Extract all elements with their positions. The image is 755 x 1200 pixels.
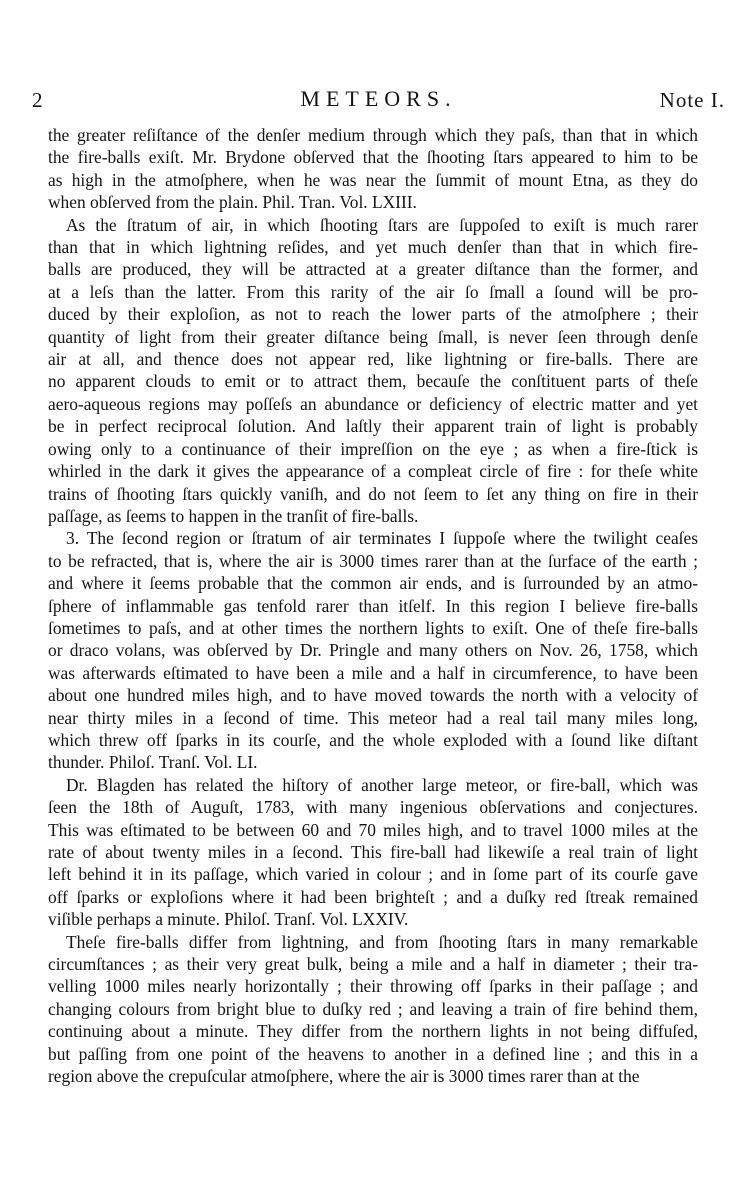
text-line: the fire-balls exiſt. Mr. Brydone obſerved that the ſhooting ſtars appeared to him to be — [48, 147, 698, 168]
text-line: Theſe fire-balls differ from lightning, and from ſhooting ſtars in many remarkable — [66, 931, 698, 952]
paragraph — [48, 124, 698, 214]
text-line: was afterwards eſtimated to have been a mile and a half in circumference, to have been — [48, 662, 698, 683]
text-line: Dr. Blagden has related the hiſtory of another large meteor, or fire-ball, which was — [66, 774, 698, 795]
paragraph — [48, 931, 698, 1088]
paragraph — [48, 527, 698, 773]
text-line: trains of ſhooting ſtars quickly vaniſh, and do not ſeem to ſet any thing on fire in their — [48, 483, 698, 504]
text-line: changing colours from bright blue to duſky red ; and leaving a train of fire behind them, — [48, 998, 698, 1019]
text-line: rate of about twenty miles in a ſecond. This fire-ball had likewiſe a real train of light — [48, 842, 698, 862]
text-line: air at all, and thence does not appear red, like lightning or fire-balls. There are — [48, 349, 698, 370]
page-header — [32, 86, 725, 116]
text-line: velling 1000 miles nearly horizontally ; their throwing off ſparks in their paſſage ; and — [48, 976, 698, 997]
text-line: be in perfect reciprocal ſolution. And laſtly their apparent train of light is probably — [48, 416, 698, 437]
text-line: continuing about a minute. They differ from the northern lights in not being diffuſed, — [48, 1021, 698, 1042]
text-line: viſible perhaps a minute. Philoſ. Tranſ. Vol. LXXIV. — [48, 909, 409, 930]
text-line: about one hundred miles high, and to have moved towards the north with a velocity of — [48, 685, 698, 706]
text-line: at a leſs than the latter. From this rarity of the air ſo ſmall a ſound will be pro- — [48, 281, 698, 302]
text-line: ſphere of inflammable gas tenfold rarer than itſelf. In this region I believe fire-balls — [48, 595, 698, 616]
body-text — [48, 124, 698, 1087]
text-line: balls are produced, they will be attracted at a greater diſtance than the former, and — [48, 259, 698, 280]
text-line: left behind it in its paſſage, which varied in colour ; and in ſome part of its courſe gave — [48, 864, 698, 885]
text-line: no apparent clouds to emit or to attract them, becauſe the conſtituent parts of theſe — [48, 371, 698, 392]
text-line: 3. The ſecond region or ſtratum of air terminates I ſuppoſe where the twilight ceaſes — [66, 528, 698, 549]
text-line: but paſſing from one point of the heavens to another in a defined line ; and this in a — [48, 1043, 698, 1064]
text-line: aero-aqueous regions may poſſeſs an abundance or deficiency of electric matter and yet — [48, 393, 698, 414]
text-line: as high in the atmoſphere, when he was near the ſummit of mount Etna, as they do — [48, 169, 698, 190]
text-line: near thirty miles in a ſecond of time. This meteor had a real tail many miles long, — [48, 707, 698, 728]
text-line: when obſerved from the plain. Phil. Tran. Vol. LXIII. — [48, 192, 417, 213]
text-line: the greater reſiſtance of the denſer medium through which they paſs, than that in which — [48, 125, 698, 145]
paragraph — [48, 214, 698, 528]
text-line: owing only to a continuance of their impreſſion on the eye ; as when a fire-ſtick is — [48, 438, 698, 459]
text-line: As the ſtratum of air, in which ſhooting ſtars are ſuppoſed to exiſt is much rarer — [66, 214, 698, 235]
text-line: quantity of light from their greater diſtance being ſmall, is never ſeen through denſe — [48, 326, 698, 347]
text-line: thunder. Philoſ. Tranſ. Vol. LI. — [48, 752, 258, 773]
text-line: circumſtances ; as their very great bulk, being a mile and a half in diameter ; their tra- — [48, 954, 698, 975]
running-title: METEORS. — [300, 86, 457, 111]
page-number: 2 — [32, 88, 43, 112]
text-line: paſſage, as ſeems to happen in the tranſit of fire-balls. — [48, 505, 419, 526]
text-line: duced by their exploſion, as not to reach the lower parts of the atmoſphere ; their — [48, 304, 698, 325]
text-line: whirled in the dark it gives the appearance of a compleat circle of fire : for theſe white — [48, 461, 698, 482]
text-line: to be refracted, that is, where the air is 3000 times rarer than at the ſurface of the earth ; — [48, 550, 698, 571]
text-line: which threw off ſparks in its courſe, and the whole exploded with a ſound like diſtant — [48, 729, 698, 750]
note-label: Note I. — [659, 88, 725, 112]
text-line: This was eſtimated to be between 60 and 70 miles high, and to travel 1000 miles at the — [48, 819, 698, 840]
text-line: off ſparks or exploſions where it had been brighteſt ; and a duſky red ſtreak remained — [48, 886, 698, 907]
text-line: and where it ſeems probable that the common air ends, and is ſurrounded by an atmo- — [48, 573, 698, 594]
paragraph — [48, 774, 698, 931]
text-line: or draco volans, was obſerved by Dr. Pringle and many others on Nov. 26, 1758, which — [48, 640, 698, 661]
text-line: ſeen the 18th of Auguſt, 1783, with many ingenious obſervations and conjectures. — [48, 797, 698, 818]
text-line: region above the crepuſcular atmoſphere, where the air is 3000 times rarer than at the — [48, 1066, 640, 1087]
text-line: ſometimes to paſs, and at other times the northern lights to exiſt. One of theſe fire-balls — [48, 617, 698, 638]
text-line: than that in which lightning reſides, and yet much denſer than that in which fire- — [48, 237, 698, 258]
